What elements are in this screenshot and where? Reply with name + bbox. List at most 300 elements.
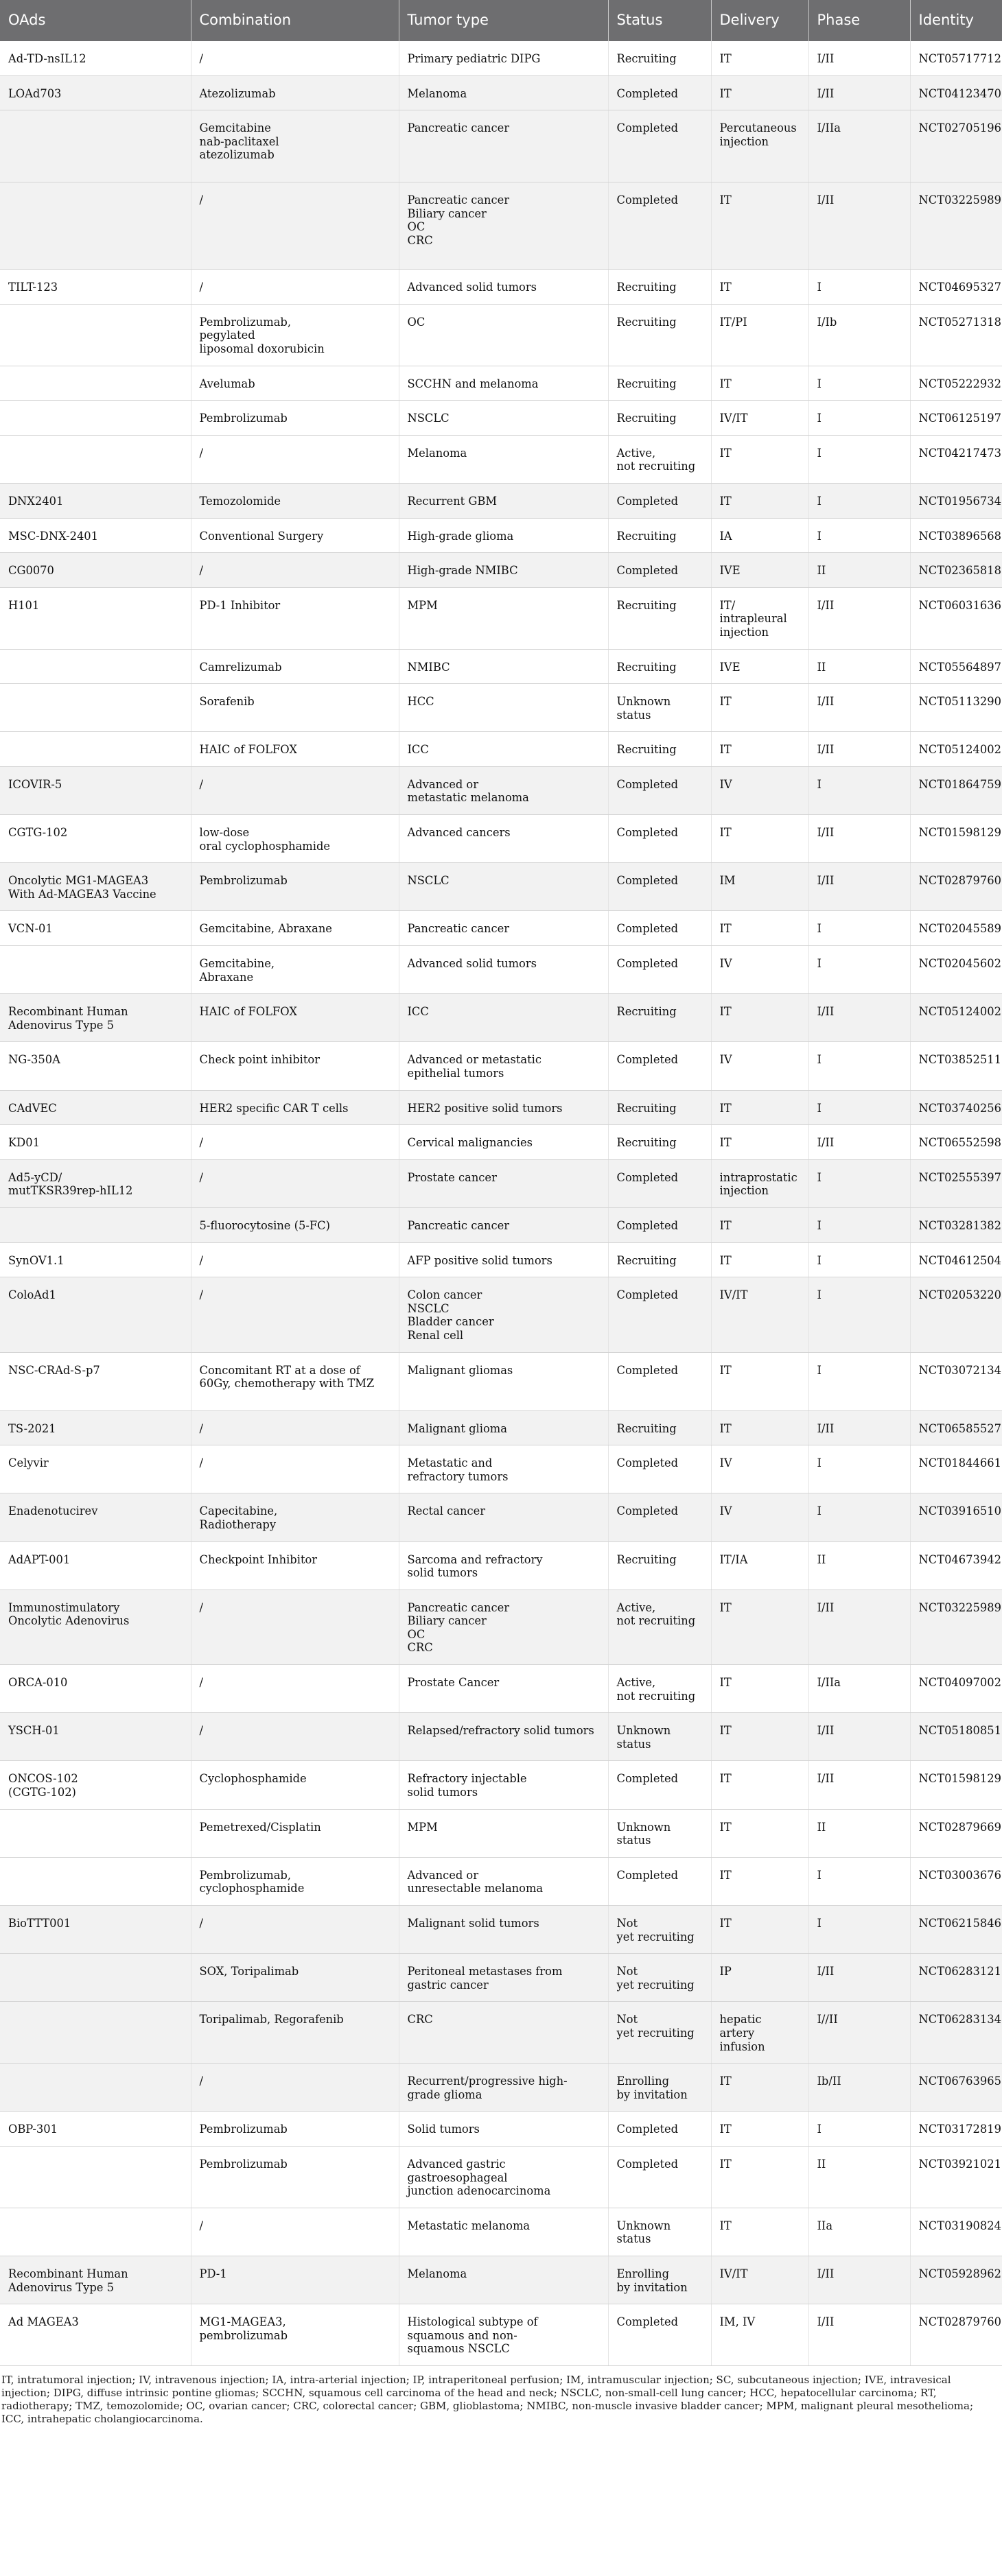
cell-phase: I/II <box>808 2304 910 2366</box>
table-row <box>0 1857 1002 1905</box>
cell-oads: VCN-01 <box>0 911 191 946</box>
cell-phase: I/II <box>808 684 910 732</box>
table-row <box>0 1906 1002 1954</box>
cell-tumor-type: Sarcoma and refractory solid tumors <box>399 1541 608 1590</box>
table-row <box>0 2146 1002 2208</box>
cell-status: Completed <box>608 1277 711 1352</box>
cell-status: Active, not recruiting <box>608 1590 711 1664</box>
cell-identity: NCT05928962 <box>910 2256 1002 2304</box>
cell-combination: / <box>191 1713 399 1761</box>
cell-oads: Ad MAGEA3 <box>0 2304 191 2366</box>
cell-combination: HAIC of FOLFOX <box>191 732 399 767</box>
table-row <box>0 1242 1002 1277</box>
cell-combination: Toripalimab, Regorafenib <box>191 2002 399 2064</box>
cell-oads <box>0 366 191 401</box>
table-row <box>0 1090 1002 1125</box>
cell-phase: I <box>808 1242 910 1277</box>
cell-delivery: IVE <box>711 649 808 684</box>
cell-combination: / <box>191 1665 399 1713</box>
cell-tumor-type: Refractory injectable solid tumors <box>399 1761 608 1809</box>
cell-oads <box>0 649 191 684</box>
cell-oads <box>0 1857 191 1905</box>
cell-identity: NCT03740256 <box>910 1090 1002 1125</box>
cell-combination: Cyclophosphamide <box>191 1761 399 1809</box>
cell-combination: HER2 specific CAR T cells <box>191 1090 399 1125</box>
cell-tumor-type: Advanced cancers <box>399 815 608 863</box>
cell-oads <box>0 946 191 994</box>
cell-combination: 5-fluorocytosine (5-FC) <box>191 1207 399 1242</box>
cell-oads: DNX2401 <box>0 483 191 518</box>
cell-status: Completed <box>608 2304 711 2366</box>
table-footnote: IT, intratumoral injection; IV, intravenous injection; IA, intra-arterial injection; IP, intraperitoneal perfusion; IM, intramuscular injection; SC, subcutaneous injection; IVE, intravesical injection; DIPG, diffuse intrinsic pontine gliomas; SCCHN, squamous cell carcinoma of the head and neck; NSCLC, non-small-cell lung cancer; HCC, hepatocellular carcinoma; RT, radiotherapy; TMZ, temozolomide; OC, ovarian cancer; CRC, colorectal cancer; GBM, glioblastoma; NMIBC, non-muscle invasive bladder cancer; MPM, malignant pleural mesothelioma; ICC, intrahepatic cholangiocarcinoma. <box>1 2373 974 2425</box>
table-row <box>0 1493 1002 1541</box>
cell-combination: Gemcitabine, Abraxane <box>191 911 399 946</box>
cell-phase: I <box>808 2112 910 2147</box>
cell-identity: NCT03072134 <box>910 1352 1002 1410</box>
cell-oads: Recombinant Human Adenovirus Type 5 <box>0 2256 191 2304</box>
cell-identity: NCT03916510 <box>910 1493 1002 1541</box>
table-row <box>0 401 1002 436</box>
cell-tumor-type: Primary pediatric DIPG <box>399 41 608 75</box>
column-header-oads: OAds <box>0 0 191 41</box>
cell-delivery: IT <box>711 2112 808 2147</box>
cell-identity: NCT02705196 <box>910 110 1002 182</box>
cell-oads: H101 <box>0 587 191 649</box>
cell-oads: TILT-123 <box>0 270 191 305</box>
cell-oads <box>0 2064 191 2112</box>
cell-identity: NCT04673942 <box>910 1541 1002 1590</box>
table-row <box>0 41 1002 75</box>
cell-phase: I <box>808 946 910 994</box>
cell-identity: NCT06552598 <box>910 1125 1002 1160</box>
cell-status: Completed <box>608 2112 711 2147</box>
cell-tumor-type: Histological subtype of squamous and non- squamous NSCLC <box>399 2304 608 2366</box>
table-row <box>0 1541 1002 1590</box>
cell-combination: Pembrolizumab <box>191 2146 399 2208</box>
cell-delivery: IT <box>711 1090 808 1125</box>
cell-phase: I/II <box>808 182 910 270</box>
cell-oads <box>0 304 191 366</box>
cell-oads: CGTG-102 <box>0 815 191 863</box>
cell-tumor-type: Prostate Cancer <box>399 1665 608 1713</box>
table-row <box>0 1042 1002 1090</box>
cell-identity: NCT03281382 <box>910 1207 1002 1242</box>
cell-tumor-type: Recurrent/progressive high- grade glioma <box>399 2064 608 2112</box>
cell-delivery: IT <box>711 1352 808 1410</box>
column-header-combination: Combination <box>191 0 399 41</box>
cell-tumor-type: OC <box>399 304 608 366</box>
cell-tumor-type: High-grade NMIBC <box>399 553 608 588</box>
cell-status: Recruiting <box>608 1410 711 1445</box>
cell-status: Recruiting <box>608 41 711 75</box>
cell-combination: Temozolomide <box>191 483 399 518</box>
cell-status: Not yet recruiting <box>608 2002 711 2064</box>
cell-tumor-type: Melanoma <box>399 75 608 110</box>
cell-phase: I <box>808 270 910 305</box>
table-row <box>0 110 1002 182</box>
cell-identity: NCT01598129 <box>910 1761 1002 1809</box>
cell-status: Enrolling by invitation <box>608 2256 711 2304</box>
cell-delivery: IT <box>711 270 808 305</box>
cell-identity: NCT06763965 <box>910 2064 1002 2112</box>
cell-phase: II <box>808 1809 910 1857</box>
table-row <box>0 1665 1002 1713</box>
cell-delivery: IM, IV <box>711 2304 808 2366</box>
cell-delivery: IT/IA <box>711 1541 808 1590</box>
cell-tumor-type: NSCLC <box>399 401 608 436</box>
cell-combination: HAIC of FOLFOX <box>191 994 399 1042</box>
cell-tumor-type: Pancreatic cancer <box>399 110 608 182</box>
cell-tumor-type: Solid tumors <box>399 2112 608 2147</box>
cell-oads: Oncolytic MG1-MAGEA3 With Ad-MAGEA3 Vaccine <box>0 863 191 911</box>
cell-tumor-type: HCC <box>399 684 608 732</box>
cell-tumor-type: NSCLC <box>399 863 608 911</box>
cell-phase: I <box>808 435 910 483</box>
table-row <box>0 911 1002 946</box>
cell-delivery: IT <box>711 2064 808 2112</box>
cell-status: Recruiting <box>608 994 711 1042</box>
cell-oads: OBP-301 <box>0 2112 191 2147</box>
cell-phase: I <box>808 1352 910 1410</box>
cell-combination: Camrelizumab <box>191 649 399 684</box>
cell-phase: I//II <box>808 2002 910 2064</box>
cell-tumor-type: Rectal cancer <box>399 1493 608 1541</box>
cell-delivery: IT <box>711 1713 808 1761</box>
cell-status: Completed <box>608 1761 711 1809</box>
cell-tumor-type: HER2 positive solid tumors <box>399 1090 608 1125</box>
cell-combination: / <box>191 1410 399 1445</box>
cell-oads: NG-350A <box>0 1042 191 1090</box>
cell-status: Recruiting <box>608 304 711 366</box>
cell-identity: NCT06585527 <box>910 1410 1002 1445</box>
cell-identity: NCT05564897 <box>910 649 1002 684</box>
cell-phase: IIa <box>808 2208 910 2256</box>
cell-delivery: IV/IT <box>711 1277 808 1352</box>
table-row <box>0 366 1002 401</box>
cell-status: Recruiting <box>608 518 711 553</box>
cell-oads <box>0 401 191 436</box>
cell-oads: CAdVEC <box>0 1090 191 1125</box>
cell-identity: NCT02053220 <box>910 1277 1002 1352</box>
cell-status: Recruiting <box>608 649 711 684</box>
table-row <box>0 1159 1002 1207</box>
cell-delivery: IT <box>711 911 808 946</box>
cell-combination: / <box>191 766 399 814</box>
table-row <box>0 766 1002 814</box>
cell-combination: PD-1 <box>191 2256 399 2304</box>
cell-oads <box>0 732 191 767</box>
cell-delivery: IT <box>711 684 808 732</box>
cell-phase: I <box>808 366 910 401</box>
cell-delivery: IT <box>711 1665 808 1713</box>
cell-combination: Gemcitabine, Abraxane <box>191 946 399 994</box>
cell-delivery: intraprostatic injection <box>711 1159 808 1207</box>
cell-delivery: IT <box>711 1761 808 1809</box>
cell-oads: AdAPT-001 <box>0 1541 191 1590</box>
table-row <box>0 1590 1002 1664</box>
cell-phase: I <box>808 1042 910 1090</box>
table-row <box>0 1954 1002 2002</box>
column-header-delivery: Delivery <box>711 0 808 41</box>
cell-status: Recruiting <box>608 1125 711 1160</box>
cell-tumor-type: Prostate cancer <box>399 1159 608 1207</box>
cell-oads <box>0 435 191 483</box>
cell-delivery: hepatic artery infusion <box>711 2002 808 2064</box>
cell-phase: I <box>808 1159 910 1207</box>
cell-status: Completed <box>608 1352 711 1410</box>
cell-identity: NCT03852511 <box>910 1042 1002 1090</box>
cell-delivery: IT <box>711 435 808 483</box>
table-row <box>0 649 1002 684</box>
cell-tumor-type: Colon cancer NSCLC Bladder cancer Renal cell <box>399 1277 608 1352</box>
cell-status: Completed <box>608 946 711 994</box>
cell-phase: I <box>808 1445 910 1493</box>
cell-phase: I <box>808 766 910 814</box>
table-row <box>0 2208 1002 2256</box>
cell-combination: / <box>191 1277 399 1352</box>
cell-status: Unknown status <box>608 2208 711 2256</box>
table-row <box>0 2112 1002 2147</box>
cell-delivery: IT <box>711 732 808 767</box>
cell-combination: / <box>191 1159 399 1207</box>
table-row <box>0 1410 1002 1445</box>
cell-oads: Recombinant Human Adenovirus Type 5 <box>0 994 191 1042</box>
cell-status: Completed <box>608 75 711 110</box>
cell-identity: NCT03172819 <box>910 2112 1002 2147</box>
cell-phase: I/Ib <box>808 304 910 366</box>
cell-status: Enrolling by invitation <box>608 2064 711 2112</box>
cell-oads: Celyvir <box>0 1445 191 1493</box>
cell-combination: Pembrolizumab <box>191 2112 399 2147</box>
cell-tumor-type: Advanced or metastatic epithelial tumors <box>399 1042 608 1090</box>
cell-oads: YSCH-01 <box>0 1713 191 1761</box>
cell-phase: II <box>808 2146 910 2208</box>
cell-oads: ONCOS-102 (CGTG-102) <box>0 1761 191 1809</box>
table-row <box>0 1809 1002 1857</box>
cell-tumor-type: Recurrent GBM <box>399 483 608 518</box>
cell-tumor-type: Advanced gastric gastroesophageal junction adenocarcinoma <box>399 2146 608 2208</box>
cell-oads <box>0 1809 191 1857</box>
cell-delivery: IT <box>711 41 808 75</box>
cell-tumor-type: High-grade glioma <box>399 518 608 553</box>
cell-combination: / <box>191 1906 399 1954</box>
table-row <box>0 1445 1002 1493</box>
cell-phase: I <box>808 483 910 518</box>
cell-combination: Capecitabine, Radiotherapy <box>191 1493 399 1541</box>
cell-oads <box>0 2146 191 2208</box>
column-header-tumor-type: Tumor type <box>399 0 608 41</box>
cell-oads: LOAd703 <box>0 75 191 110</box>
cell-identity: NCT02879760 <box>910 863 1002 911</box>
cell-status: Recruiting <box>608 366 711 401</box>
cell-tumor-type: SCCHN and melanoma <box>399 366 608 401</box>
cell-delivery: IT <box>711 1410 808 1445</box>
cell-phase: I <box>808 1207 910 1242</box>
cell-oads <box>0 110 191 182</box>
cell-phase: I/II <box>808 1713 910 1761</box>
cell-phase: I <box>808 401 910 436</box>
cell-combination: Checkpoint Inhibitor <box>191 1541 399 1590</box>
cell-oads: Immunostimulatory Oncolytic Adenovirus <box>0 1590 191 1664</box>
cell-tumor-type: Advanced solid tumors <box>399 946 608 994</box>
cell-combination: / <box>191 270 399 305</box>
column-header-status: Status <box>608 0 711 41</box>
cell-combination: / <box>191 2064 399 2112</box>
cell-combination: Pembrolizumab, pegylated liposomal doxorubicin <box>191 304 399 366</box>
cell-combination: SOX, Toripalimab <box>191 1954 399 2002</box>
cell-status: Completed <box>608 2146 711 2208</box>
cell-identity: NCT02045602 <box>910 946 1002 994</box>
cell-status: Completed <box>608 1207 711 1242</box>
cell-delivery: IVE <box>711 553 808 588</box>
cell-delivery: IT <box>711 1906 808 1954</box>
cell-status: Not yet recruiting <box>608 1954 711 2002</box>
cell-identity: NCT01598129 <box>910 815 1002 863</box>
cell-status: Completed <box>608 863 711 911</box>
cell-delivery: IT <box>711 1242 808 1277</box>
cell-tumor-type: CRC <box>399 2002 608 2064</box>
cell-combination: Gemcitabine nab-paclitaxel atezolizumab <box>191 110 399 182</box>
cell-oads: TS-2021 <box>0 1410 191 1445</box>
cell-phase: I <box>808 1857 910 1905</box>
cell-identity: NCT06283134 <box>910 2002 1002 2064</box>
cell-identity: NCT03190824 <box>910 2208 1002 2256</box>
cell-tumor-type: Melanoma <box>399 2256 608 2304</box>
table-row <box>0 2002 1002 2064</box>
cell-delivery: IV <box>711 946 808 994</box>
table-row <box>0 518 1002 553</box>
cell-phase: I/II <box>808 863 910 911</box>
cell-tumor-type: Relapsed/refractory solid tumors <box>399 1713 608 1761</box>
cell-tumor-type: Malignant glioma <box>399 1410 608 1445</box>
cell-status: Unknown status <box>608 1809 711 1857</box>
cell-oads <box>0 1954 191 2002</box>
cell-tumor-type: Pancreatic cancer <box>399 1207 608 1242</box>
cell-identity: NCT04217473 <box>910 435 1002 483</box>
cell-phase: I/II <box>808 41 910 75</box>
cell-oads: MSC-DNX-2401 <box>0 518 191 553</box>
cell-identity: NCT03225989 <box>910 182 1002 270</box>
cell-phase: II <box>808 1541 910 1590</box>
table-row <box>0 483 1002 518</box>
cell-phase: I <box>808 1090 910 1125</box>
cell-combination: Pembrolizumab, cyclophosphamide <box>191 1857 399 1905</box>
cell-status: Recruiting <box>608 1541 711 1590</box>
table-row <box>0 182 1002 270</box>
cell-combination: / <box>191 182 399 270</box>
cell-phase: I <box>808 911 910 946</box>
cell-delivery: IT/PI <box>711 304 808 366</box>
cell-phase: I/II <box>808 2256 910 2304</box>
cell-status: Recruiting <box>608 1090 711 1125</box>
cell-status: Active, not recruiting <box>608 1665 711 1713</box>
table-row <box>0 1207 1002 1242</box>
cell-identity: NCT04097002 <box>910 1665 1002 1713</box>
cell-status: Completed <box>608 1493 711 1541</box>
cell-oads <box>0 182 191 270</box>
cell-phase: II <box>808 649 910 684</box>
cell-combination: / <box>191 435 399 483</box>
cell-phase: I/II <box>808 1954 910 2002</box>
cell-tumor-type: Metastatic melanoma <box>399 2208 608 2256</box>
cell-status: Completed <box>608 1159 711 1207</box>
table-row <box>0 2064 1002 2112</box>
cell-identity: NCT05271318 <box>910 304 1002 366</box>
cell-identity: NCT05717712 <box>910 41 1002 75</box>
cell-identity: NCT02045589 <box>910 911 1002 946</box>
cell-delivery: IT <box>711 1809 808 1857</box>
cell-phase: I <box>808 1906 910 1954</box>
cell-combination: Avelumab <box>191 366 399 401</box>
cell-identity: NCT04612504 <box>910 1242 1002 1277</box>
cell-combination: / <box>191 41 399 75</box>
cell-delivery: IV <box>711 1445 808 1493</box>
column-header-identity: Identity <box>910 0 1002 41</box>
cell-combination: / <box>191 1242 399 1277</box>
cell-combination: Sorafenib <box>191 684 399 732</box>
cell-oads: NSC-CRAd-S-p7 <box>0 1352 191 1410</box>
cell-status: Active, not recruiting <box>608 435 711 483</box>
cell-oads: ORCA-010 <box>0 1665 191 1713</box>
cell-identity: NCT03896568 <box>910 518 1002 553</box>
cell-status: Recruiting <box>608 270 711 305</box>
cell-phase: I/II <box>808 587 910 649</box>
cell-identity: NCT05113290 <box>910 684 1002 732</box>
cell-tumor-type: Peritoneal metastases from gastric cancer <box>399 1954 608 2002</box>
cell-status: Recruiting <box>608 401 711 436</box>
cell-combination: Pemetrexed/Cisplatin <box>191 1809 399 1857</box>
cell-oads: ICOVIR-5 <box>0 766 191 814</box>
cell-delivery: IM <box>711 863 808 911</box>
cell-tumor-type: Malignant solid tumors <box>399 1906 608 1954</box>
cell-delivery: IT <box>711 366 808 401</box>
cell-phase: I/II <box>808 732 910 767</box>
cell-delivery: IT <box>711 75 808 110</box>
cell-delivery: IT/ intrapleural injection <box>711 587 808 649</box>
cell-phase: I <box>808 1493 910 1541</box>
cell-phase: I/IIa <box>808 110 910 182</box>
cell-phase: I/II <box>808 1761 910 1809</box>
cell-identity: NCT05222932 <box>910 366 1002 401</box>
cell-tumor-type: Pancreatic cancer Biliary cancer OC CRC <box>399 182 608 270</box>
table-row <box>0 304 1002 366</box>
table-body <box>0 41 1002 2365</box>
cell-phase: I/II <box>808 1590 910 1664</box>
cell-tumor-type: Melanoma <box>399 435 608 483</box>
cell-status: Completed <box>608 553 711 588</box>
table-row <box>0 75 1002 110</box>
cell-delivery: IT <box>711 1590 808 1664</box>
cell-status: Completed <box>608 766 711 814</box>
cell-identity: NCT04123470 <box>910 75 1002 110</box>
cell-combination: Pembrolizumab <box>191 401 399 436</box>
cell-identity: NCT01956734 <box>910 483 1002 518</box>
cell-delivery: IT <box>711 815 808 863</box>
cell-tumor-type: Cervical malignancies <box>399 1125 608 1160</box>
cell-identity: NCT02879760 <box>910 2304 1002 2366</box>
cell-identity: NCT02879669 <box>910 1809 1002 1857</box>
cell-combination: / <box>191 553 399 588</box>
table-row <box>0 994 1002 1042</box>
cell-identity: NCT06031636 <box>910 587 1002 649</box>
cell-phase: I <box>808 1277 910 1352</box>
table-row <box>0 435 1002 483</box>
cell-oads: Ad-TD-nsIL12 <box>0 41 191 75</box>
cell-delivery: IV <box>711 766 808 814</box>
cell-delivery: IT <box>711 1857 808 1905</box>
cell-delivery: IT <box>711 2208 808 2256</box>
cell-delivery: IV <box>711 1493 808 1541</box>
